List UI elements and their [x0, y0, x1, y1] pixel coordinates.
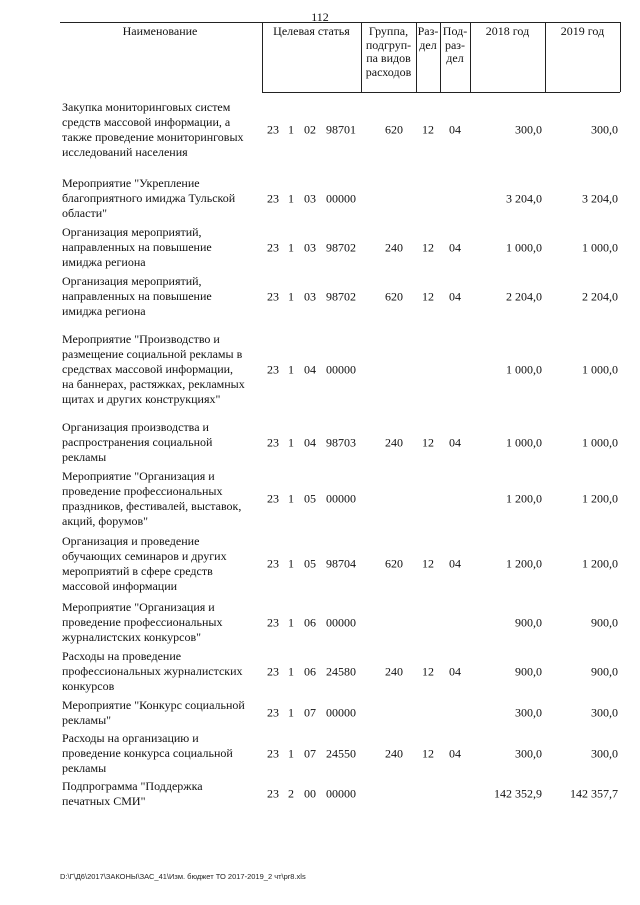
- target-article-part: 05: [304, 556, 316, 571]
- target-article-part: 1: [288, 362, 294, 377]
- header-divider: [620, 22, 621, 92]
- target-article-part: 24580: [326, 664, 356, 678]
- amount-2018: 900,0: [515, 615, 542, 629]
- amount-2018: 1 200,0: [506, 556, 542, 571]
- target-article-part: 02: [304, 122, 316, 137]
- amount-2019: 3 204,0: [582, 191, 618, 205]
- target-article-part: 23: [267, 664, 279, 678]
- amount-2018: 1 000,0: [506, 435, 542, 449]
- header-name: Наименование: [122, 24, 198, 38]
- target-article-part: 23: [267, 491, 279, 506]
- amount-2019: 1 200,0: [582, 491, 618, 506]
- subsection-code: 04: [449, 122, 461, 137]
- target-article-part: 00: [304, 786, 316, 801]
- target-article-part: 04: [304, 362, 316, 377]
- row-name: Расходы на проведение профессиональных журналистских конкурсов: [62, 649, 243, 693]
- table-row: [0, 469, 640, 529]
- table-row: [0, 274, 640, 319]
- amount-2018: 3 204,0: [506, 191, 542, 205]
- row-name: Мероприятие "Производство и размещение социальной рекламы в средствах массовой информации, на баннерах, растяжках, рекламных щитах и других конструкциях": [62, 332, 245, 406]
- target-article-part: 23: [267, 705, 279, 720]
- target-article-part: 1: [288, 746, 294, 760]
- subsection-code: 04: [449, 746, 461, 760]
- target-article-part: 23: [267, 240, 279, 254]
- row-name: Организация производства и распространения социальной рекламы: [62, 420, 213, 464]
- target-article-part: 98702: [326, 289, 356, 303]
- section-code: 12: [422, 435, 434, 449]
- table-row: [0, 600, 640, 645]
- target-article-part: 23: [267, 289, 279, 303]
- target-article-part: 23: [267, 746, 279, 760]
- target-article-part: 1: [288, 705, 294, 720]
- amount-2019: 900,0: [591, 664, 618, 678]
- target-article-part: 00000: [326, 491, 356, 506]
- row-name: Мероприятие "Организация и проведение профессиональных журналистских конкурсов": [62, 600, 223, 644]
- amount-2019: 300,0: [591, 122, 618, 137]
- amount-2019: 1 000,0: [582, 435, 618, 449]
- target-article-part: 00000: [326, 705, 356, 720]
- section-code: 12: [422, 664, 434, 678]
- row-name: Мероприятие "Конкурс социальной рекламы": [62, 698, 245, 727]
- row-name: Организация и проведение обучающих семинаров и других мероприятий в сфере средств массовой информации: [62, 534, 227, 593]
- section-code: 12: [422, 746, 434, 760]
- header-top-border: [60, 22, 620, 23]
- target-article-part: 1: [288, 289, 294, 303]
- table-row: [0, 100, 640, 160]
- target-article-part: 05: [304, 491, 316, 506]
- table-row: [0, 225, 640, 270]
- target-article-part: 1: [288, 664, 294, 678]
- subsection-code: 04: [449, 435, 461, 449]
- table-row: [0, 176, 640, 221]
- target-article-part: 00000: [326, 615, 356, 629]
- target-article-part: 03: [304, 191, 316, 205]
- row-name: Мероприятие "Укрепление благоприятного имиджа Тульской области": [62, 176, 236, 220]
- amount-2019: 1 200,0: [582, 556, 618, 571]
- header-year-2019: 2019 год: [560, 24, 605, 38]
- target-article-part: 07: [304, 705, 316, 720]
- table-row: [0, 420, 640, 465]
- target-article-part: 98701: [326, 122, 356, 137]
- amount-2018: 1 000,0: [506, 240, 542, 254]
- subsection-code: 04: [449, 240, 461, 254]
- amount-2018: 300,0: [515, 746, 542, 760]
- header-bottom-border: [262, 92, 620, 93]
- header-subsection: Под- раз- дел: [442, 24, 468, 65]
- header-group: Группа, подгруп- па видов расходов: [365, 24, 412, 79]
- target-article-part: 1: [288, 122, 294, 137]
- target-article-part: 1: [288, 615, 294, 629]
- amount-2019: 142 357,7: [570, 786, 618, 801]
- target-article-part: 1: [288, 491, 294, 506]
- amount-2018: 1 200,0: [506, 491, 542, 506]
- target-article-part: 1: [288, 556, 294, 571]
- table-row: [0, 779, 640, 809]
- row-name: Организация мероприятий, направленных на повышение имиджа региона: [62, 274, 212, 318]
- table-row: [0, 698, 640, 728]
- target-article-part: 1: [288, 435, 294, 449]
- amount-2018: 300,0: [515, 705, 542, 720]
- amount-2018: 2 204,0: [506, 289, 542, 303]
- target-article-part: 98703: [326, 435, 356, 449]
- target-article-part: 23: [267, 786, 279, 801]
- group-code: 240: [385, 664, 403, 678]
- target-article-part: 24550: [326, 746, 356, 760]
- target-article-part: 00000: [326, 786, 356, 801]
- target-article-part: 00000: [326, 191, 356, 205]
- amount-2019: 2 204,0: [582, 289, 618, 303]
- target-article-part: 98702: [326, 240, 356, 254]
- row-name: Закупка мониторинговых систем средств массовой информации, а также проведение мониторинговых исследований населения: [62, 100, 244, 159]
- target-article-part: 04: [304, 435, 316, 449]
- target-article-part: 00000: [326, 362, 356, 377]
- section-code: 12: [422, 240, 434, 254]
- amount-2018: 1 000,0: [506, 362, 542, 377]
- target-article-part: 98704: [326, 556, 356, 571]
- group-code: 240: [385, 240, 403, 254]
- subsection-code: 04: [449, 289, 461, 303]
- group-code: 620: [385, 556, 403, 571]
- row-name: Мероприятие "Организация и проведение профессиональных праздников, фестивалей, выставок, акций, форумов": [62, 469, 242, 528]
- group-code: 620: [385, 289, 403, 303]
- amount-2019: 1 000,0: [582, 362, 618, 377]
- group-code: 240: [385, 435, 403, 449]
- subsection-code: 04: [449, 556, 461, 571]
- row-name: Подпрограмма "Поддержка печатных СМИ": [62, 779, 203, 808]
- target-article-part: 06: [304, 664, 316, 678]
- header-target-article: Целевая статья: [273, 24, 350, 38]
- target-article-part: 23: [267, 191, 279, 205]
- target-article-part: 03: [304, 240, 316, 254]
- target-article-part: 1: [288, 191, 294, 205]
- amount-2019: 300,0: [591, 705, 618, 720]
- target-article-part: 2: [288, 786, 294, 801]
- table-row: [0, 649, 640, 694]
- target-article-part: 23: [267, 122, 279, 137]
- row-name: Организация мероприятий, направленных на повышение имиджа региона: [62, 225, 212, 269]
- group-code: 240: [385, 746, 403, 760]
- amount-2018: 900,0: [515, 664, 542, 678]
- target-article-part: 1: [288, 240, 294, 254]
- target-article-part: 03: [304, 289, 316, 303]
- target-article-part: 06: [304, 615, 316, 629]
- header-year-2018: 2018 год: [485, 24, 530, 38]
- table-row: [0, 534, 640, 594]
- target-article-part: 07: [304, 746, 316, 760]
- table-row: [0, 731, 640, 776]
- target-article-part: 23: [267, 556, 279, 571]
- section-code: 12: [422, 289, 434, 303]
- section-code: 12: [422, 556, 434, 571]
- subsection-code: 04: [449, 664, 461, 678]
- table-row: [0, 332, 640, 408]
- row-name: Расходы на организацию и проведение конкурса социальной рекламы: [62, 731, 233, 775]
- file-path-footer: D:\Г\Д6\2017\ЗАКОНЫ\ЗАС_41\Изм. бюджет ТО 2017-2019_2 чт\pr8.xls: [60, 872, 306, 881]
- amount-2019: 1 000,0: [582, 240, 618, 254]
- amount-2018: 142 352,9: [494, 786, 542, 801]
- header-section: Раз- дел: [417, 24, 439, 52]
- section-code: 12: [422, 122, 434, 137]
- page-number: 112: [311, 10, 329, 24]
- amount-2018: 300,0: [515, 122, 542, 137]
- target-article-part: 23: [267, 615, 279, 629]
- amount-2019: 300,0: [591, 746, 618, 760]
- group-code: 620: [385, 122, 403, 137]
- amount-2019: 900,0: [591, 615, 618, 629]
- target-article-part: 23: [267, 435, 279, 449]
- target-article-part: 23: [267, 362, 279, 377]
